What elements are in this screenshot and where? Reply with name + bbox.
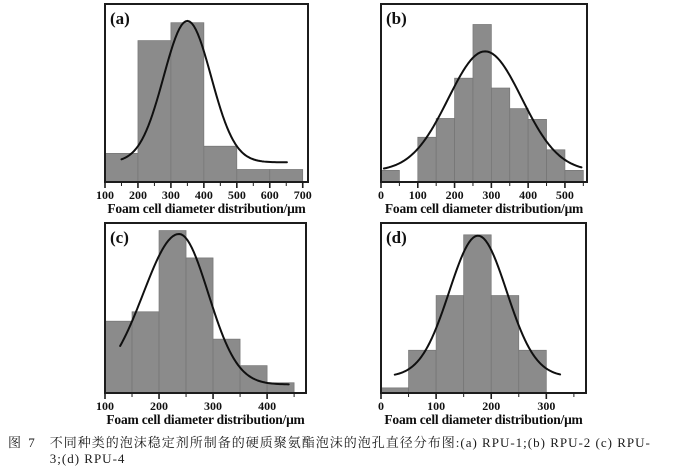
histogram-bar: [436, 118, 454, 182]
panel-c-xlabel: Foam cell diameter distribution/μm: [106, 412, 305, 427]
caption-line-1: 不同种类的泡沫稳定剂所制备的硬质聚氨酯泡沫的泡孔直径分布图:(a) RPU-1;(b) RPU-2 (c) RPU-: [49, 435, 651, 450]
histogram-bar: [132, 312, 159, 393]
histogram-bar: [381, 170, 399, 182]
panel-b: [365, 3, 603, 217]
caption-line-2: 3;(d) RPU-4: [49, 450, 126, 466]
panel-c-plot: [89, 222, 322, 413]
axis-tick-label: 600: [260, 188, 279, 202]
axis-tick-label: 500: [227, 188, 246, 202]
axis-tick-label: 300: [482, 188, 501, 202]
histogram-bar: [171, 23, 204, 182]
axis-tick-label: 200: [128, 188, 147, 202]
histogram-bar: [186, 258, 213, 393]
axis-tick-label: 100: [96, 399, 114, 413]
panel-a-plot: [89, 3, 324, 202]
axis-tick-label: 200: [482, 399, 501, 413]
axis-tick-label: 300: [537, 399, 556, 413]
histogram-bar: [105, 153, 138, 182]
axis-tick-label: 100: [427, 399, 446, 413]
histogram-bar: [519, 350, 547, 393]
histogram-bar: [464, 235, 492, 393]
histogram-bar: [436, 296, 464, 393]
axis-tick-label: 0: [378, 188, 384, 202]
axis-tick-label: 400: [258, 399, 277, 413]
panel-letter: (b): [386, 9, 407, 28]
histogram-bar: [491, 88, 509, 182]
axis-tick-label: 400: [194, 188, 213, 202]
axis-tick-label: 300: [204, 399, 223, 413]
panel-a-xlabel: Foam cell diameter distribution/μm: [107, 201, 306, 216]
histogram-bar: [270, 169, 303, 182]
histogram-bar: [237, 169, 270, 182]
histogram-bar: [473, 24, 491, 182]
panel-letter: (c): [110, 228, 129, 247]
histogram-bar: [455, 78, 473, 182]
histogram-bar: [213, 339, 240, 393]
axis-tick-label: 300: [161, 188, 180, 202]
panel-a: [89, 3, 324, 217]
histogram-bar: [547, 150, 565, 182]
histogram-bar: [491, 296, 519, 393]
histogram-bar: [565, 170, 583, 182]
figure-number: 图 7: [8, 435, 37, 450]
panel-c: [89, 222, 322, 428]
axis-tick-label: 200: [445, 188, 464, 202]
histogram-bar: [510, 109, 528, 182]
axis-tick-label: 100: [408, 188, 427, 202]
axis-tick-label: 400: [519, 188, 538, 202]
figure-caption: [8, 435, 686, 466]
panel-letter: (a): [110, 9, 130, 28]
caption-text: [50, 435, 651, 466]
axis-tick-label: 100: [96, 188, 114, 202]
panel-d: [365, 222, 602, 428]
axis-tick-label: 700: [293, 188, 312, 202]
axis-tick-label: 500: [555, 188, 574, 202]
axis-tick-label: 200: [150, 399, 169, 413]
panel-b-xlabel: Foam cell diameter distribution/μm: [384, 201, 584, 216]
panel-letter: (d): [386, 228, 407, 247]
axis-tick-label: 0: [378, 399, 384, 413]
histogram-bar: [159, 231, 186, 393]
panel-d-plot: [365, 222, 602, 413]
panel-b-plot: [365, 3, 603, 202]
panel-d-xlabel: Foam cell diameter distribution/μm: [384, 412, 583, 427]
histogram-bar: [204, 146, 237, 182]
